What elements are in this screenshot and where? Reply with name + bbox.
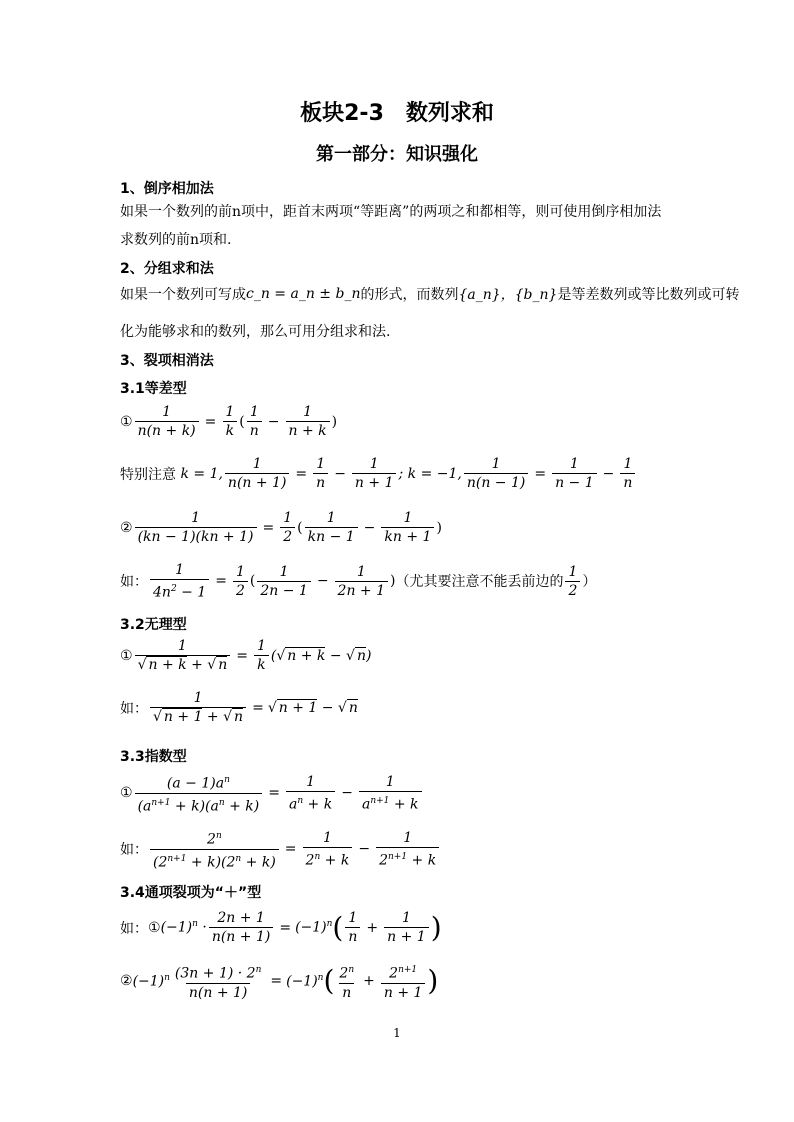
s2-pre: 如果一个数列可写成 bbox=[120, 287, 246, 303]
circle-2: ② bbox=[120, 519, 133, 536]
formula-3-3-1: ① $\frac{(a - 1)a^n}{(a^{n+1} + k)(a^n + k)}$ = $\frac{1}{a^n + k}$ − $\frac{1}{a^{n+1} + k}$ bbox=[120, 772, 424, 814]
section-2-text-line1 bbox=[120, 284, 739, 304]
s31-example-note: （尤其要注意不能丢前边的 bbox=[395, 574, 564, 591]
s2-post: 是等差数列或等比数列或可转 bbox=[557, 287, 740, 303]
section-3-3-heading: 3.3指数型 bbox=[120, 749, 187, 765]
formula-3-1-1: ① $\frac{1}{n(n + k)}$ = $\frac{1}{k}$ ( $\frac{1}{n}$ − $\frac{1}{n + k}$ ) bbox=[120, 404, 338, 439]
formula-3-1-special: 特别注意 k = 1, $\frac{1}{n(n + 1)}$ = $\frac{1}{n}$ − $\frac{1}{n + 1}$ ; k = −1, $\frac{1}{n(n - 1)}$ = $\frac{1}{n - 1}$ − $\frac{1}{n}$ bbox=[120, 456, 637, 491]
formula-3-1-example: 如： $\frac{1}{4n^2 - 1}$ = $\frac{1}{2}$ ( $\frac{1}{2n - 1}$ − $\frac{1}{2n + 1}$ ) （尤其要注意不能丢前边的 $\frac{1}{2}$ ） bbox=[120, 562, 597, 601]
formula-3-4-1: 如： ① $(-1)^n$ · $\frac{2n + 1}{n(n + 1)}$ = $(-1)^n$ ( $\frac{1}{n}$ + $\frac{1}{n + 1}$ ) bbox=[120, 910, 442, 945]
section-2-heading: 2、分组求和法 bbox=[120, 261, 214, 277]
s31-note: 特别注意 bbox=[120, 466, 176, 483]
s31-example-prefix: 如： bbox=[120, 574, 148, 591]
page-title: 板块2-3 数列求和 bbox=[300, 101, 494, 126]
s2-seq: {a_n}，{b_n} bbox=[458, 287, 558, 303]
section-1-text-line1: 如果一个数列的前n项中，距首末两项“等距离”的两项之和都相等，则可使用倒序相加法 bbox=[120, 204, 662, 220]
circle-1: ① bbox=[120, 413, 133, 430]
section-1-heading: 1、倒序相加法 bbox=[120, 181, 214, 197]
section-3-heading: 3、裂项相消法 bbox=[120, 353, 214, 369]
formula-3-4-2: ② $(-1)^n$ $\frac{(3n + 1) \cdot 2^n}{n(n + 1)}$ = $(-1)^n$ ( $\frac{2^n}{n}$ + $\frac{2^{n+1}}{n + 1}$ ) bbox=[120, 964, 439, 1001]
formula-3-3-example: 如： $\frac{2^n}{(2^{n+1} + k)(2^n + k)}$ = $\frac{1}{2^n + k}$ − $\frac{1}{2^{n+1} + k}$ bbox=[120, 828, 441, 870]
section-3-1-heading: 3.1等差型 bbox=[120, 381, 187, 397]
page-subtitle: 第一部分：知识强化 bbox=[316, 144, 478, 165]
s2-mid: 的形式，而数列 bbox=[360, 287, 459, 303]
section-2-text-line2: 化为能够求和的数列，那么可用分组求和法. bbox=[120, 324, 391, 340]
section-3-2-heading: 3.2无理型 bbox=[120, 617, 187, 633]
section-3-4-heading: 3.4通项裂项为“＋”型 bbox=[120, 885, 262, 901]
formula-3-1-2: ② $\frac{1}{(kn - 1)(kn + 1)}$ = $\frac{1}{2}$ ( $\frac{1}{kn - 1}$ − $\frac{1}{kn + 1}$ ) bbox=[120, 510, 442, 545]
section-1-text-line2: 求数列的前n项和. bbox=[120, 232, 232, 248]
page-number: 1 bbox=[393, 1026, 401, 1040]
formula-3-2-1: ① $\frac{1}{√ n + k + √ n}$ = $\frac{1}{k}$ (√ n + k − √ n) bbox=[120, 638, 372, 673]
formula-3-2-example: 如： $\frac{1}{√ n + 1 + √ n}$ = √ n + 1 − √ n bbox=[120, 690, 358, 725]
s2-formula: c_n = a_n ± b_n bbox=[246, 286, 361, 302]
